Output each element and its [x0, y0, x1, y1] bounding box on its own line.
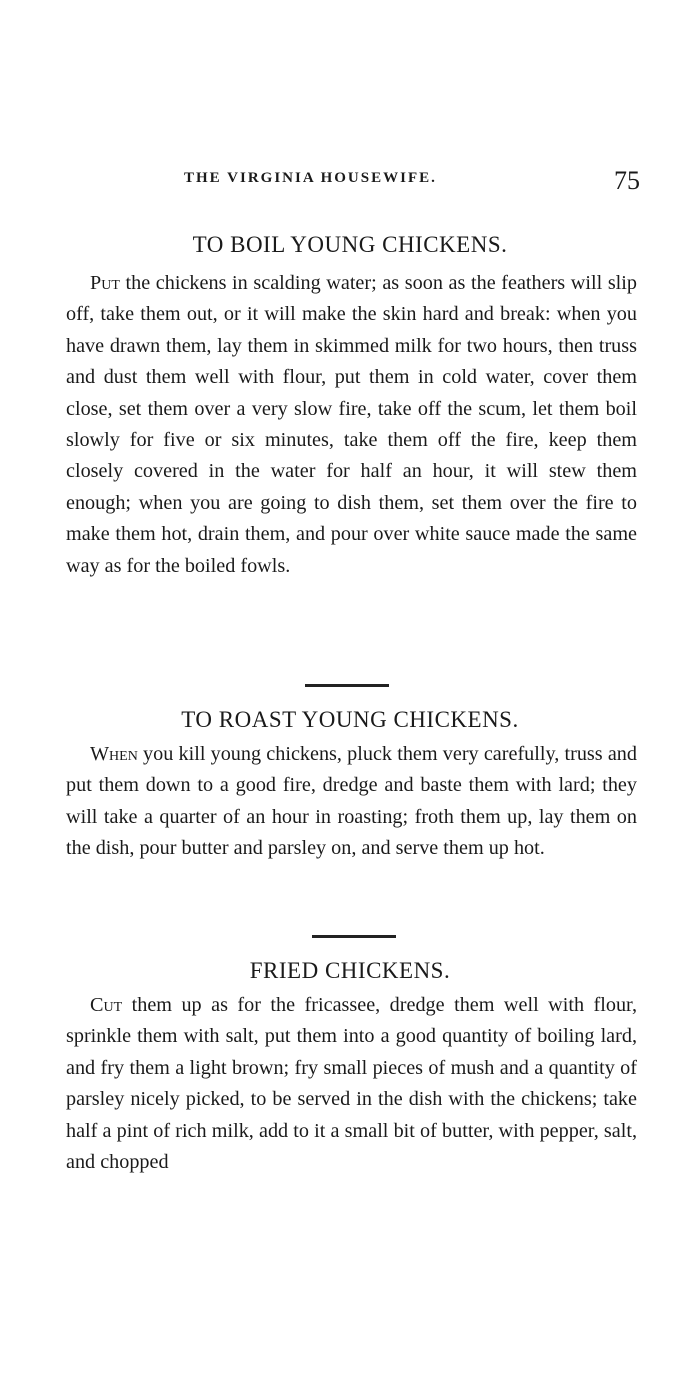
recipe-body-boil-young-chickens — [66, 268, 637, 582]
section-divider — [305, 684, 389, 687]
page-number: 75 — [614, 166, 640, 195]
recipe-body-roast-young-chickens — [66, 739, 637, 865]
recipe-title-roast-young-chickens: TO ROAST YOUNG CHICKENS. — [181, 707, 519, 732]
recipe-title-boil-young-chickens: TO BOIL YOUNG CHICKENS. — [192, 232, 508, 257]
recipe-text: you kill young chickens, pluck them very carefully, truss and put them down to a good fire, dredge and baste them with lard; they will take a quarter of an hour in roasting; froth them up, lay them on the dish, pour butter and parsley on, and serve them up hot. — [66, 743, 637, 860]
recipe-lead-word: Put — [90, 272, 120, 294]
running-head — [60, 166, 640, 196]
section-divider — [312, 935, 396, 938]
running-title: THE VIRGINIA HOUSEWIFE. — [184, 170, 437, 186]
recipe-text: them up as for the fricassee, dredge them well with flour, sprinkle them with salt, put them into a good quantity of boiling lard, and fry them a light brown; fry small pieces of mush and a quantity of parsley nicely picked, to be served in the dish with the chickens; take half a pint of rich milk, add to it a small bit of butter, with pepper, salt, and chopped — [66, 994, 637, 1174]
recipe-lead-word: When — [90, 743, 138, 765]
recipe-lead-word: Cut — [90, 994, 123, 1016]
recipe-text: the chickens in scalding water; as soon as the feathers will slip off, take them out, or it will make the skin hard and break: when you have drawn them, lay them in skimmed milk for two hours, then truss and dust them well with flour, put them in cold water, cover them close, set them over a very slow fire, take off the scum, let them boil slowly for five or six minutes, take them off the fire, keep them closely covered in the water for half an hour, it will stew them enough; when you are going to dish them, set them over the fire to make them hot, drain them, and pour over white sauce made the same way as for the boiled fowls. — [66, 272, 637, 577]
recipe-body-fried-chickens — [66, 990, 637, 1178]
recipe-title-fried-chickens: FRIED CHICKENS. — [249, 958, 451, 983]
